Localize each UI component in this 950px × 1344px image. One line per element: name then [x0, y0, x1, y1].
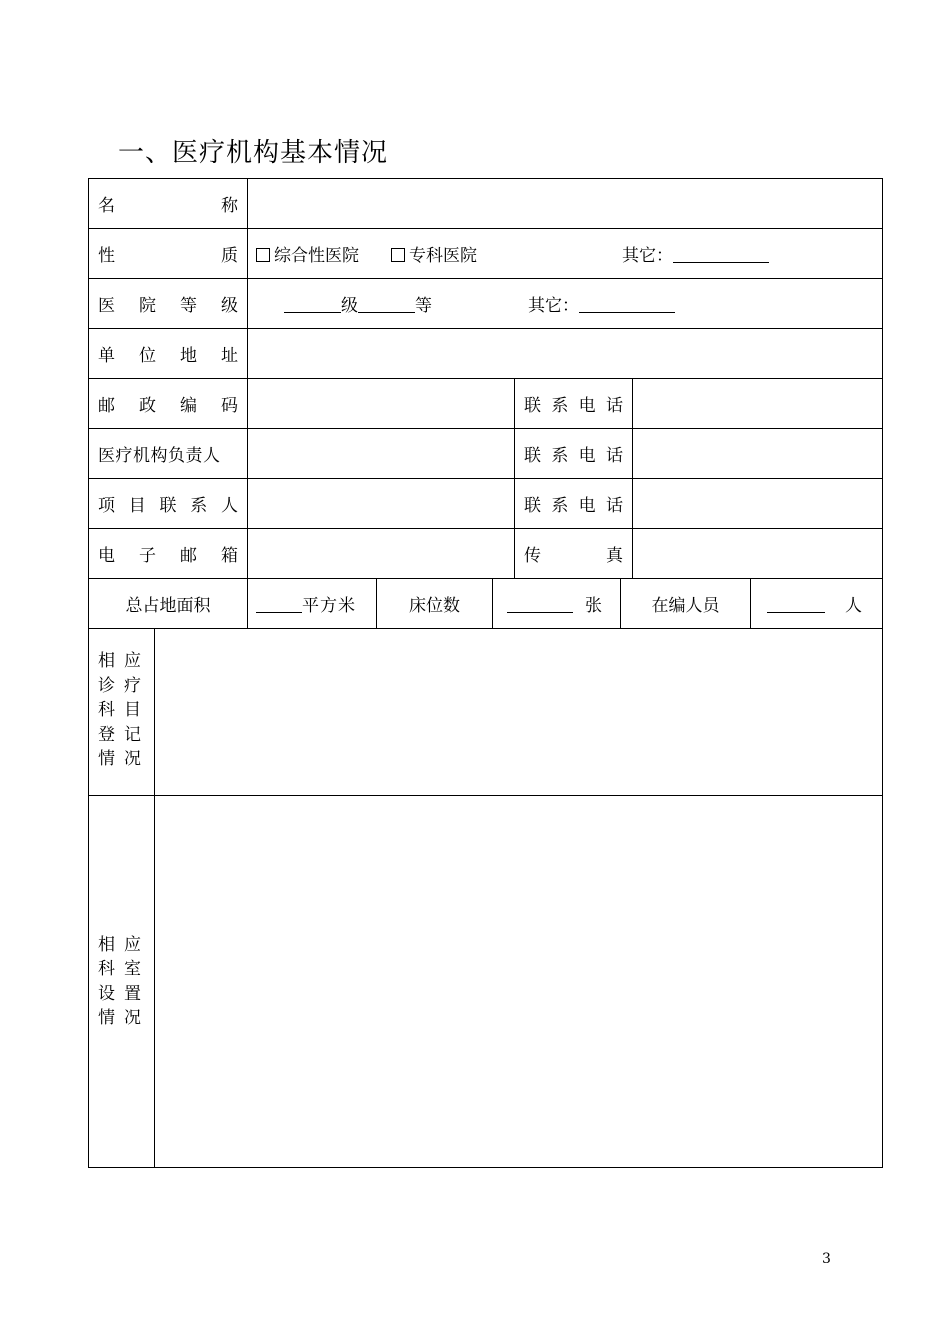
label-email: 电 子 邮 箱 [89, 529, 248, 579]
row-registration [89, 629, 883, 796]
label-head-phone: 联 系 电 话 [515, 429, 633, 479]
area-unit: 平方米 [302, 596, 356, 616]
page-number: 3 [822, 1251, 831, 1267]
row-email [89, 529, 883, 579]
beds-blank[interactable] [507, 595, 573, 613]
grade-field [248, 279, 883, 329]
registration-field[interactable] [155, 629, 883, 796]
head-field[interactable] [248, 429, 515, 479]
head-phone-field[interactable] [633, 429, 883, 479]
email-field[interactable] [248, 529, 515, 579]
nature-other-label: 其它： [622, 246, 673, 266]
area-blank[interactable] [256, 595, 302, 613]
nature-field [248, 229, 883, 279]
institution-info-table [88, 178, 883, 1168]
row-departments [89, 796, 883, 1168]
specialty-hospital-label: 专科医院 [409, 246, 477, 266]
row-nature [89, 229, 883, 279]
grade-level-blank[interactable] [284, 295, 341, 313]
label-head: 医疗机构负责人 [89, 429, 248, 479]
row-postcode [89, 379, 883, 429]
postcode-field[interactable] [248, 379, 515, 429]
departments-field[interactable] [155, 796, 883, 1168]
beds-unit: 张 [585, 596, 602, 616]
contact-phone-field[interactable] [633, 479, 883, 529]
section-title: 一、医疗机构基本情况 [118, 138, 389, 168]
label-beds: 床位数 [377, 579, 493, 629]
name-field[interactable] [248, 179, 883, 229]
specialty-hospital-checkbox[interactable] [391, 248, 405, 262]
contact-field[interactable] [248, 479, 515, 529]
label-postcode: 邮 政 编 码 [89, 379, 248, 429]
grade-class-suffix: 等 [415, 296, 432, 316]
label-departments: 相 应 科 室 设 置 情 况 [89, 796, 155, 1168]
grade-class-blank[interactable] [358, 295, 415, 313]
label-postcode-phone: 联 系 电 话 [515, 379, 633, 429]
row-name [89, 179, 883, 229]
row-stats [89, 579, 883, 629]
label-fax: 传 真 [515, 529, 633, 579]
grade-other-blank[interactable] [579, 295, 675, 313]
label-staff: 在编人员 [621, 579, 751, 629]
fax-field[interactable] [633, 529, 883, 579]
row-address [89, 329, 883, 379]
general-hospital-label: 综合性医院 [274, 246, 359, 266]
postcode-phone-field[interactable] [633, 379, 883, 429]
label-contact: 项 目 联 系 人 [89, 479, 248, 529]
area-field [248, 579, 377, 629]
address-field[interactable] [248, 329, 883, 379]
row-head [89, 429, 883, 479]
row-grade [89, 279, 883, 329]
grade-other-label: 其它： [528, 296, 579, 316]
label-area: 总占地面积 [89, 579, 248, 629]
label-registration: 相 应 诊 疗 科 目 登 记 情 况 [89, 629, 155, 796]
label-name: 名 称 [89, 179, 248, 229]
beds-field [493, 579, 621, 629]
staff-blank[interactable] [767, 595, 825, 613]
label-grade: 医 院 等 级 [89, 279, 248, 329]
grade-level-suffix: 级 [341, 296, 358, 316]
label-address: 单 位 地 址 [89, 329, 248, 379]
staff-field [751, 579, 883, 629]
label-nature: 性 质 [89, 229, 248, 279]
nature-other-blank[interactable] [673, 245, 769, 263]
row-contact [89, 479, 883, 529]
general-hospital-checkbox[interactable] [256, 248, 270, 262]
staff-unit: 人 [845, 596, 862, 616]
label-contact-phone: 联 系 电 话 [515, 479, 633, 529]
